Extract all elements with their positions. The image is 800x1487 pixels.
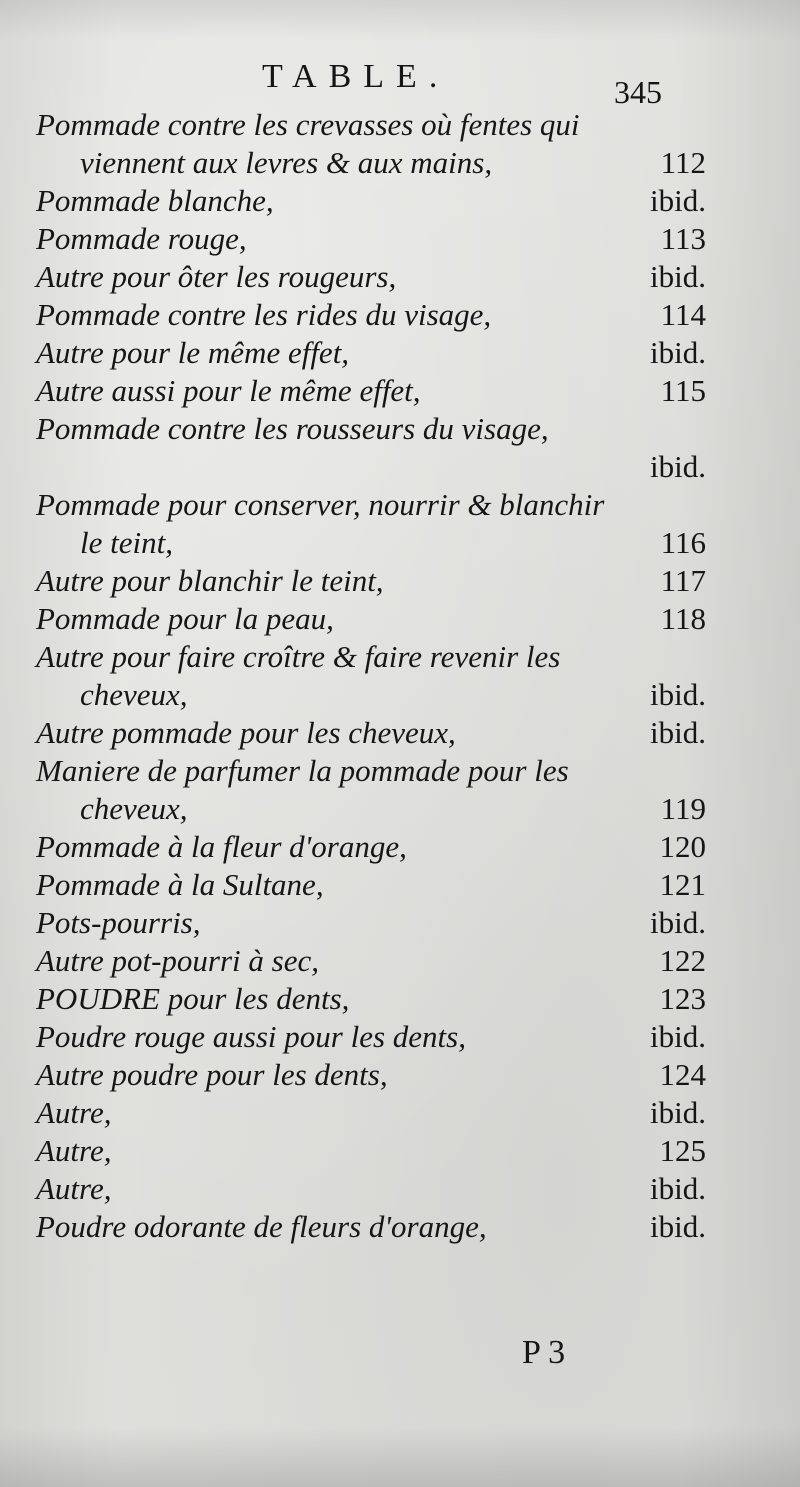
index-entry (36, 562, 706, 600)
entry-text: Pommade à la Sultane, (36, 867, 324, 902)
entry-page-ref: ibid. (650, 1209, 706, 1244)
entry-text: Autre, (36, 1171, 112, 1206)
index-entry (36, 486, 706, 562)
page-bottom-shadow (0, 1427, 800, 1487)
entry-text: Poudre rouge aussi pour les dents, (36, 1019, 466, 1054)
entry-page-ref: 116 (660, 525, 706, 560)
entry-page-ref: ibid. (650, 1171, 706, 1206)
index-entry (36, 638, 706, 714)
index-entry (36, 1170, 706, 1208)
entry-page-ref: ibid. (650, 449, 706, 484)
entry-page-ref: 123 (659, 981, 706, 1016)
entry-text: Poudre odorante de fleurs d'orange, (36, 1209, 487, 1244)
index-entry (36, 828, 706, 866)
index-entry (36, 182, 706, 220)
index-entry (36, 600, 706, 638)
entry-text: Pommade rouge, (36, 221, 247, 256)
entry-text: Pommade à la fleur d'orange, (36, 829, 407, 864)
index-entry (36, 106, 706, 182)
index-entry (36, 1094, 706, 1132)
entry-text: Autre pour faire croître & faire revenir les (36, 639, 561, 674)
entry-page-ref: 115 (660, 373, 706, 408)
entry-continuation: le teint, (80, 525, 173, 560)
entry-text: Pommade blanche, (36, 183, 274, 218)
entry-text: Pommade pour la peau, (36, 601, 334, 636)
entry-page-ref: 113 (660, 221, 706, 256)
entry-page-ref: 122 (659, 943, 706, 978)
index-entry (36, 220, 706, 258)
index-entry (36, 752, 706, 828)
index-entry (36, 1208, 706, 1246)
entry-text: Autre, (36, 1133, 112, 1168)
entry-continuation (36, 448, 706, 486)
index-entry (36, 942, 706, 980)
index-entry (36, 904, 706, 942)
index-entry (36, 980, 706, 1018)
entry-page-ref: 114 (660, 297, 706, 332)
entry-text: Autre aussi pour le même effet, (36, 373, 421, 408)
entry-page-ref: 119 (660, 791, 706, 826)
page-top-shadow (0, 0, 800, 40)
entry-text: POUDRE pour les dents, (36, 981, 350, 1016)
index-entry (36, 714, 706, 752)
entry-text: Pommade pour conserver, nourrir & blanchir (36, 487, 605, 522)
entry-text: Pots-pourris, (36, 905, 201, 940)
entry-page-ref: ibid. (650, 715, 706, 750)
entry-page-ref: 120 (659, 829, 706, 864)
entry-page-ref: 121 (659, 867, 706, 902)
entry-text: Pommade contre les roussеurs du visage, (36, 411, 549, 446)
index-entry (36, 866, 706, 904)
entry-text: Autre pommade pour les cheveux, (36, 715, 456, 750)
entry-page-ref: 125 (659, 1133, 706, 1168)
entry-text: Autre, (36, 1095, 112, 1130)
entry-page-ref: ibid. (650, 1095, 706, 1130)
entry-page-ref: ibid. (650, 1019, 706, 1054)
entry-text: Autre pour blanchir le teint, (36, 563, 384, 598)
entry-page-ref: ibid. (650, 335, 706, 370)
entry-text: Autre pour ôter les rougeurs, (36, 259, 397, 294)
entry-page-ref: ibid. (650, 183, 706, 218)
entry-text: Pommade contre les crevasses où fentes qui (36, 107, 580, 142)
entry-continuation: cheveux, (80, 677, 188, 712)
index-entry (36, 410, 706, 486)
entry-text: Autre pour le même effet, (36, 335, 350, 370)
index-entry (36, 1018, 706, 1056)
running-head (0, 58, 800, 108)
entry-continuation: viennent aux levres & aux mains, (80, 145, 493, 180)
index-entry (36, 296, 706, 334)
entry-page-ref: ibid. (650, 677, 706, 712)
entry-text: Maniere de parfumer la pommade pour les (36, 753, 569, 788)
index-entry (36, 258, 706, 296)
entry-page-ref: ibid. (650, 259, 706, 294)
index-entry (36, 372, 706, 410)
index-entry (36, 1056, 706, 1094)
signature-mark: P 3 (522, 1334, 566, 1371)
entry-page-ref: 117 (660, 563, 706, 598)
index-entries (36, 106, 706, 1246)
entry-page-ref: ibid. (650, 905, 706, 940)
entry-page-ref: 112 (660, 145, 706, 180)
entry-text: Autre pot-pourri à sec, (36, 943, 319, 978)
entry-continuation: cheveux, (80, 791, 188, 826)
index-entry (36, 1132, 706, 1170)
entry-text: Pommade contre les rides du visage, (36, 297, 492, 332)
page-number: 345 (614, 74, 662, 110)
entry-page-ref: 118 (660, 601, 706, 636)
entry-text: Autre poudre pour les dents, (36, 1057, 388, 1092)
index-entry (36, 334, 706, 372)
running-title: TABLE. (262, 58, 450, 95)
entry-page-ref: 124 (659, 1057, 706, 1092)
